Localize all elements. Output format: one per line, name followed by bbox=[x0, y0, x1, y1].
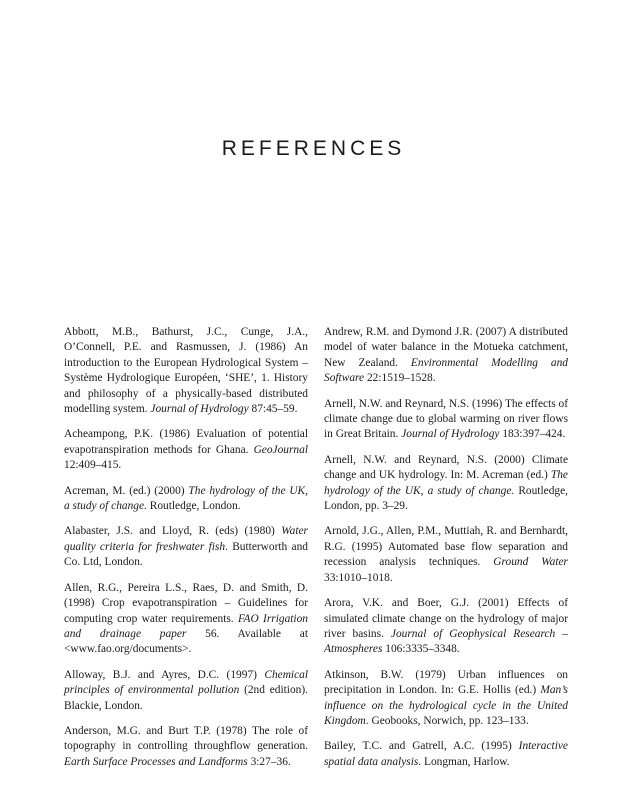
reference-text: Alloway, B.J. and Ayres, D.C. (1997) bbox=[64, 668, 265, 681]
reference-details: . Geobooks, Norwich, pp. 123–133. bbox=[365, 714, 529, 727]
reference-details: . Longman, Harlow. bbox=[418, 755, 510, 768]
reference-details: (2nd edition). Blackie, London. bbox=[64, 684, 309, 712]
reference-source: Ground Water bbox=[493, 556, 568, 569]
reference-text: Arnell, N.W. and Reynard, N.S. (2000) Climate change and UK hydrology. In: M. Acreman (ed.) bbox=[324, 453, 568, 482]
reference-text: Bailey, T.C. and Gatrell, A.C. (1995) bbox=[324, 740, 519, 753]
reference-text: Anderson, M.G. and Burt T.P. (1978) The role of topography in controlling throughflow generation. bbox=[64, 724, 308, 753]
reference-text: Alabaster, J.S. and Lloyd, R. (eds) (1980) bbox=[64, 525, 282, 538]
reference-details: . Butterworth and Co. Ltd, London. bbox=[64, 540, 308, 569]
reference-text: Arnell, N.W. and Reynard, N.S. (1996) The effects of climate change due to global warming on river flows in Great Britain. bbox=[324, 397, 568, 441]
reference-entry bbox=[324, 524, 568, 586]
reference-text: Arnold, J.G., Allen, P.M., Muttiah, R. and Bernhardt, R.G. (1995) Automated base flow separation and recession analysis techniques. bbox=[324, 525, 568, 569]
reference-text: Acheampong, P.K. (1986) Evaluation of potential evapotranspiration methods for Ghana. bbox=[64, 428, 308, 456]
reference-source: The hydrology of the UK, a study of change bbox=[324, 469, 568, 497]
references-left-column bbox=[64, 325, 308, 780]
reference-source: The hydrology of the UK, a study of change bbox=[64, 484, 309, 513]
reference-text: Arora, V.K. and Boer, G.J. (2001) Effects of simulated climate change on the hydrology of major river basins. bbox=[324, 597, 568, 640]
reference-entry bbox=[64, 325, 308, 417]
reference-entry bbox=[64, 484, 308, 515]
reference-source: Environmental Modelling and Software bbox=[324, 356, 568, 385]
reference-source: Water quality criteria for freshwater fish bbox=[64, 525, 308, 553]
reference-details: . Routledge, London, pp. 3–29. bbox=[324, 484, 568, 513]
reference-source: Interactive spatial data analysis bbox=[324, 740, 568, 768]
reference-details: 33:1010–1018. bbox=[324, 571, 393, 584]
reference-source: Man’s influence on the hydrological cycle in the United Kingdom bbox=[324, 684, 568, 727]
reference-text: Acreman, M. (ed.) (2000) bbox=[64, 484, 189, 497]
reference-entry bbox=[324, 739, 568, 770]
page-title: REFERENCES bbox=[221, 137, 406, 160]
reference-details: 106:3335–3348. bbox=[382, 643, 460, 656]
reference-entry bbox=[324, 397, 568, 443]
reference-source: Journal of Hydrology bbox=[401, 428, 500, 441]
reference-text: Andrew, R.M. and Dymond J.R. (2007) A distributed model of water balance in the Motueka catchment, New Zealand. bbox=[324, 326, 568, 369]
reference-entry bbox=[64, 724, 308, 770]
reference-source: Journal of Hydrology bbox=[150, 403, 249, 416]
reference-details: 87:45–59. bbox=[248, 403, 298, 416]
reference-details: 56. Available at <www.fao.org/documents>. bbox=[64, 627, 308, 656]
reference-details: . Routledge, London. bbox=[144, 500, 241, 513]
reference-source: Chemical principles of environmental pollution bbox=[64, 668, 308, 697]
reference-entry bbox=[324, 325, 568, 387]
reference-entry bbox=[324, 668, 568, 730]
reference-text: Atkinson, B.W. (1979) Urban influences on precipitation in London. In: G.E. Hollis (ed.) bbox=[324, 668, 568, 697]
reference-details: 183:397–424. bbox=[499, 428, 566, 441]
reference-entry bbox=[64, 581, 308, 658]
reference-source: Journal of Geophysical Research – Atmospheres bbox=[324, 627, 568, 656]
reference-details: 12:409–415. bbox=[64, 459, 122, 472]
reference-entry bbox=[64, 668, 308, 714]
reference-entry bbox=[64, 524, 308, 570]
reference-entry bbox=[64, 427, 308, 473]
reference-details: 22:1519–1528. bbox=[364, 372, 436, 385]
reference-source: Earth Surface Processes and Landforms bbox=[64, 755, 248, 768]
reference-details: 3:27–36. bbox=[247, 755, 291, 768]
reference-text: Allen, R.G., Pereira L.S., Raes, D. and Smith, D. (1998) Crop evapotranspiration – Guidelines for computing crop water requirements. bbox=[64, 581, 308, 625]
references-right-column bbox=[324, 325, 568, 780]
reference-text: Abbott, M.B., Bathurst, J.C., Cunge, J.A., O’Connell, P.E. and Rasmussen, J. (1986) An introduction to the European Hydrological System – Système Hydrologique Européen, ‘SHE’, 1. History and philosophy of a physically-based distributed modelling system. bbox=[64, 326, 308, 416]
reference-source: FAO Irrigation and drainage paper bbox=[64, 612, 308, 640]
reference-source: GeoJournal bbox=[253, 443, 308, 456]
reference-entry bbox=[324, 453, 568, 515]
reference-entry bbox=[324, 596, 568, 658]
